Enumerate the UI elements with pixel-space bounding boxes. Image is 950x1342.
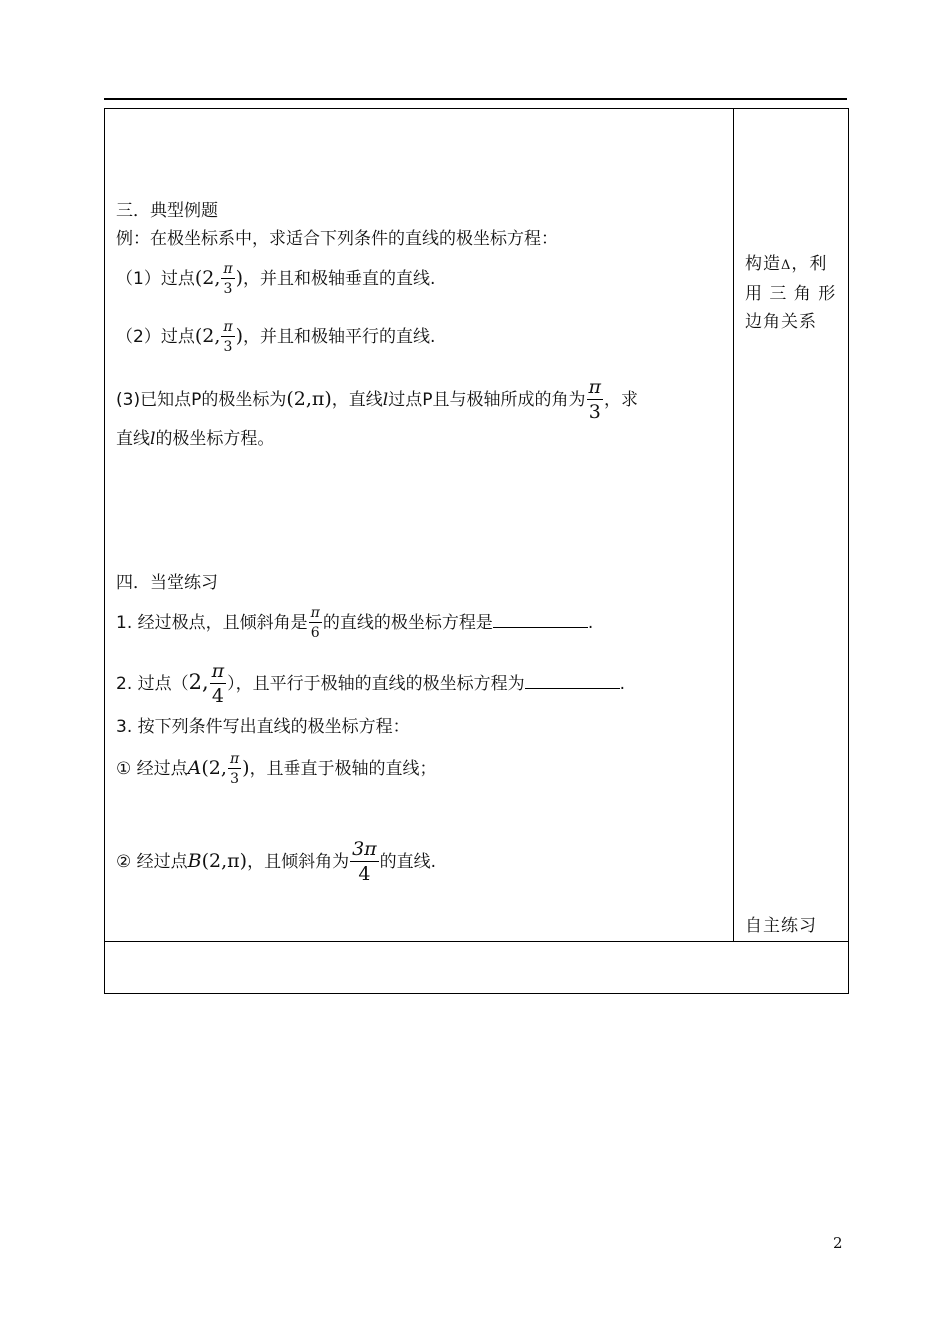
practice-3b bbox=[116, 840, 436, 884]
sidebar-note bbox=[745, 250, 843, 336]
p3a-close: ) bbox=[242, 757, 250, 779]
q1-open: (2, bbox=[194, 267, 221, 289]
practice-2 bbox=[116, 662, 625, 706]
page-number: 2 bbox=[833, 1234, 843, 1252]
p1-end: . bbox=[587, 613, 594, 633]
p2-prefix: 2. 过点（ bbox=[116, 674, 189, 694]
p2-frac-num: π bbox=[211, 660, 225, 682]
q3-mid2: 过点P且与极轴所成的角为 bbox=[388, 390, 586, 410]
p3b-suffix: 的直线. bbox=[379, 852, 437, 872]
p1-frac-den: 6 bbox=[310, 625, 320, 641]
p1-prefix: 1. 经过极点，且倾斜角是 bbox=[116, 613, 308, 633]
self-practice-label: 自主练习 bbox=[745, 916, 817, 936]
example-q3-line2 bbox=[116, 428, 274, 450]
q2-prefix: （2）过点 bbox=[116, 327, 195, 347]
p3b-frac-num: 3π bbox=[352, 838, 377, 860]
q1-prefix: （1）过点 bbox=[116, 269, 195, 289]
sidebar-line1-b: ，利 bbox=[791, 254, 828, 274]
section-3-title: 三．典型例题 bbox=[116, 201, 218, 221]
sidebar-line-1 bbox=[745, 250, 843, 280]
p3a-point: A bbox=[187, 757, 202, 779]
p3a-frac-num: π bbox=[229, 751, 240, 767]
q3-line2-l: l bbox=[150, 429, 156, 449]
q1-suffix: ，并且和极轴垂直的直线. bbox=[243, 269, 436, 289]
q1-frac-num: π bbox=[223, 261, 233, 277]
p2-frac-den: 4 bbox=[211, 685, 224, 707]
q3-prefix: (3)已知点P的极坐标为 bbox=[116, 390, 287, 410]
q2-frac-num: π bbox=[223, 319, 233, 335]
q3-line-l: l bbox=[382, 390, 389, 410]
example-q2 bbox=[116, 320, 435, 354]
p3a-fraction bbox=[228, 752, 241, 786]
q2-frac-den: 3 bbox=[223, 339, 233, 355]
q3-frac-num: π bbox=[588, 376, 601, 398]
sidebar-line1-a: 构造 bbox=[745, 254, 781, 274]
q2-open: (2, bbox=[194, 325, 221, 347]
p3b-frac-den: 4 bbox=[358, 863, 371, 885]
p2-open: 2, bbox=[188, 670, 209, 694]
q2-close: ) bbox=[235, 325, 243, 347]
q1-close: ) bbox=[235, 267, 243, 289]
p2-end: . bbox=[619, 674, 626, 694]
q3-fraction bbox=[587, 378, 604, 422]
q1-frac-den: 3 bbox=[223, 281, 233, 297]
p2-fraction bbox=[210, 662, 227, 706]
example-intro: 例：在极坐标系中，求适合下列条件的直线的极坐标方程： bbox=[116, 229, 558, 249]
section-4-title: 四．当堂练习 bbox=[116, 573, 218, 593]
p1-fraction bbox=[309, 606, 322, 640]
q3-line2-suffix: 的极坐标方程。 bbox=[155, 429, 275, 449]
sidebar-line-2: 用 三 角 形 bbox=[745, 284, 837, 304]
p3a-prefix: ① 经过点 bbox=[116, 759, 188, 779]
example-q1 bbox=[116, 262, 435, 296]
triangle-delta: Δ bbox=[781, 258, 792, 273]
q3-suffix: ，求 bbox=[604, 390, 638, 410]
q3-line2-prefix: 直线 bbox=[116, 429, 150, 449]
p3b-mid: ，且倾斜角为 bbox=[247, 852, 350, 872]
p3b-coord: (2,π) bbox=[201, 850, 248, 872]
q2-suffix: ，并且和极轴平行的直线. bbox=[243, 327, 436, 347]
practice-3: 3. 按下列条件写出直线的极坐标方程： bbox=[116, 717, 410, 737]
p2-close: ） bbox=[227, 674, 236, 694]
header-rule bbox=[104, 98, 847, 100]
row-divider bbox=[104, 941, 849, 942]
practice-1 bbox=[116, 606, 593, 640]
p3b-point: B bbox=[187, 850, 202, 872]
p2-suffix: ，且平行于极轴的直线的极坐标方程为 bbox=[235, 674, 525, 694]
p3b-fraction bbox=[350, 840, 379, 884]
practice-3a bbox=[116, 752, 437, 786]
q1-fraction bbox=[221, 262, 234, 296]
p3a-frac-den: 3 bbox=[230, 771, 239, 787]
q2-fraction bbox=[221, 320, 234, 354]
q3-coord: (2,π) bbox=[286, 388, 332, 410]
q3-frac-den: 3 bbox=[588, 401, 601, 423]
sidebar-line-3: 边角关系 bbox=[745, 312, 817, 332]
p3b-prefix: ② 经过点 bbox=[116, 852, 188, 872]
p3a-open: (2, bbox=[201, 757, 227, 779]
p1-suffix: 的直线的极坐标方程是 bbox=[322, 613, 493, 633]
q3-mid1: ，直线 bbox=[331, 390, 383, 410]
p3a-suffix: ，且垂直于极轴的直线； bbox=[249, 759, 437, 779]
p1-answer-blank[interactable] bbox=[493, 609, 588, 628]
example-q3 bbox=[116, 378, 638, 422]
column-divider bbox=[733, 108, 734, 942]
p2-answer-blank[interactable] bbox=[525, 670, 620, 689]
p1-frac-num: π bbox=[310, 605, 320, 621]
